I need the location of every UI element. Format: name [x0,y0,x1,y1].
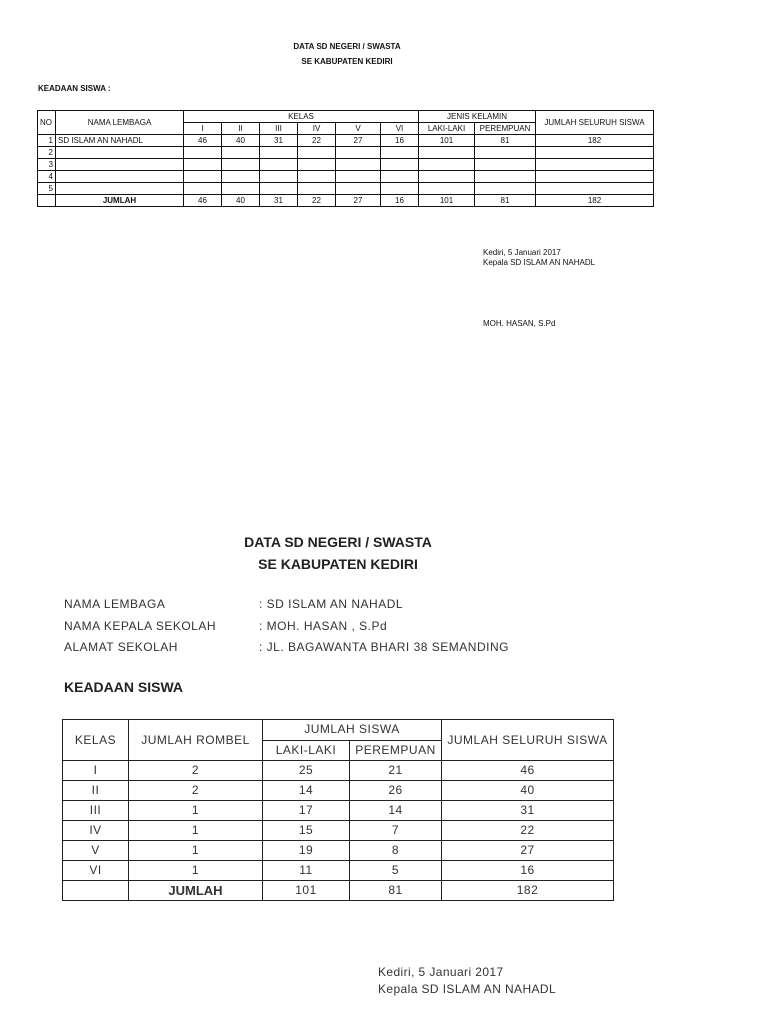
table-row [38,159,654,171]
jumlah-kelas-iii: 31 [260,195,298,207]
doc2-info-value-kepala-sekolah: : MOH. HASAN , S.Pd [259,619,388,633]
row-laki [419,183,475,195]
row-total: 16 [442,861,614,881]
doc2-student-table [62,719,614,901]
doc2-info-label-nama-lembaga: NAMA LEMBAGA [64,597,166,611]
row-kelas-iii: 31 [260,135,298,147]
doc2-info-value-alamat: : JL. BAGAWANTA BHARI 38 SEMANDING [259,640,509,654]
doc1-signature-name: MOH. HASAN, S.Pd [483,319,556,328]
row-kelas-iii [260,171,298,183]
row-laki: 14 [263,781,350,801]
row-nama [56,171,184,183]
doc1-header-no: NO [38,111,56,135]
doc2-info-label-alamat: ALAMAT SEKOLAH [64,640,178,654]
row-perempuan: 8 [350,841,442,861]
row-rombel: 2 [129,761,263,781]
row-kelas: III [63,801,129,821]
table-row [63,841,614,861]
row-kelas-i: 46 [184,135,222,147]
row-kelas-ii: 40 [222,135,260,147]
row-kelas: II [63,781,129,801]
row-kelas-v: 27 [336,135,381,147]
row-total: 46 [442,761,614,781]
doc1-header-jumlah-seluruh: JUMLAH SELURUH SISWA [536,111,654,135]
row-kelas-iii [260,147,298,159]
row-rombel: 1 [129,801,263,821]
row-kelas-i [184,171,222,183]
row-perempuan: 21 [350,761,442,781]
doc2-info-label-kepala-sekolah: NAMA KEPALA SEKOLAH [64,619,217,633]
row-kelas-iv [298,171,336,183]
row-perempuan: 81 [475,135,536,147]
row-nama [56,147,184,159]
table-row [38,183,654,195]
doc1-header-perempuan: PEREMPUAN [475,123,536,135]
row-total [536,183,654,195]
doc2-header-perempuan: PEREMPUAN [350,740,442,761]
doc1-header-kelas-iii: III [260,123,298,135]
row-total: 27 [442,841,614,861]
row-laki [419,159,475,171]
row-laki [419,147,475,159]
jumlah-kelas-vi: 16 [381,195,419,207]
row-kelas-iv [298,147,336,159]
row-rombel: 1 [129,861,263,881]
row-perempuan [475,159,536,171]
row-kelas-i [184,159,222,171]
row-no: 5 [38,183,56,195]
row-kelas-v [336,171,381,183]
doc1-header-kelas: KELAS [184,111,419,123]
doc1-signature-place-date: Kediri, 5 Januari 2017 [483,248,561,257]
table-row [63,861,614,881]
row-kelas-iv: 22 [298,135,336,147]
doc1-signature-role: Kepala SD ISLAM AN NAHADL [483,258,596,267]
row-laki: 11 [263,861,350,881]
row-perempuan: 26 [350,781,442,801]
row-kelas-iv [298,183,336,195]
row-kelas-iii [260,159,298,171]
table-row [38,147,654,159]
row-total: 22 [442,821,614,841]
row-total: 31 [442,801,614,821]
row-kelas-v [336,147,381,159]
row-kelas: VI [63,861,129,881]
doc1-header-kelas-vi: VI [381,123,419,135]
row-kelas-v [336,183,381,195]
row-laki: 17 [263,801,350,821]
doc1-header-kelas-v: V [336,123,381,135]
row-kelas: IV [63,821,129,841]
row-laki: 101 [419,135,475,147]
row-kelas-iii [260,183,298,195]
jumlah-kelas-ii: 40 [222,195,260,207]
row-laki: 19 [263,841,350,861]
doc1-header-kelas-i: I [184,123,222,135]
row-kelas-i [184,183,222,195]
row-perempuan [475,147,536,159]
row-laki: 25 [263,761,350,781]
jumlah-label: JUMLAH [129,881,263,901]
row-no: 4 [38,171,56,183]
row-total [536,171,654,183]
row-kelas-vi [381,147,419,159]
doc2-header-kelas: KELAS [63,720,129,761]
table-row [63,821,614,841]
doc2-header-laki: LAKI-LAKI [263,740,350,761]
row-nama [56,183,184,195]
jumlah-total: 182 [442,881,614,901]
row-kelas-v [336,159,381,171]
row-no: 1 [38,135,56,147]
row-total [536,147,654,159]
row-kelas-ii [222,183,260,195]
row-kelas-i [184,147,222,159]
row-perempuan: 14 [350,801,442,821]
row-kelas-vi [381,159,419,171]
row-perempuan: 7 [350,821,442,841]
doc1-header-nama-lembaga: NAMA LEMBAGA [56,111,184,135]
doc1-title-line2: SE KABUPATEN KEDIRI [301,57,393,66]
jumlah-no [38,195,56,207]
jumlah-perempuan: 81 [475,195,536,207]
row-perempuan [475,171,536,183]
row-rombel: 1 [129,821,263,841]
jumlah-kelas-i: 46 [184,195,222,207]
doc1-header-jenis-kelamin: JENIS KELAMIN [419,111,536,123]
row-kelas-ii [222,159,260,171]
row-no: 3 [38,159,56,171]
jumlah-kelas-v: 27 [336,195,381,207]
table-row [63,761,614,781]
doc2-title-line1: DATA SD NEGERI / SWASTA [244,534,432,550]
doc1-header-row [38,111,654,123]
doc2-header-jumlah-rombel: JUMLAH ROMBEL [129,720,263,761]
doc2-header-jumlah-seluruh: JUMLAH SELURUH SISWA [442,720,614,761]
table-row [38,135,654,147]
row-total: 182 [536,135,654,147]
jumlah-laki: 101 [263,881,350,901]
doc2-signature-role: Kepala SD ISLAM AN NAHADL [378,982,557,996]
table-row [38,171,654,183]
jumlah-laki: 101 [419,195,475,207]
doc1-section-label: KEADAAN SISWA : [38,84,111,93]
doc1-header-kelas-iv: IV [298,123,336,135]
row-kelas-ii [222,147,260,159]
row-kelas: V [63,841,129,861]
row-rombel: 2 [129,781,263,801]
row-kelas-vi [381,183,419,195]
doc2-header-row [63,720,614,741]
doc2-header-jumlah-siswa: JUMLAH SISWA [263,720,442,741]
doc2-jumlah-row [63,881,614,901]
row-kelas-ii [222,171,260,183]
jumlah-label: JUMLAH [56,195,184,207]
row-rombel: 1 [129,841,263,861]
row-nama: SD ISLAM AN NAHADL [56,135,184,147]
row-nama [56,159,184,171]
row-total: 40 [442,781,614,801]
doc1-header-laki: LAKI-LAKI [419,123,475,135]
doc1-header-kelas-ii: II [222,123,260,135]
doc1-student-table [37,110,654,207]
jumlah-kelas [63,881,129,901]
doc2-title-line2: SE KABUPATEN KEDIRI [258,556,418,572]
doc2-signature-place-date: Kediri, 5 Januari 2017 [378,965,504,979]
row-perempuan [475,183,536,195]
table-row [63,781,614,801]
doc2-section-label: KEADAAN SISWA [64,679,184,695]
row-laki: 15 [263,821,350,841]
row-kelas-vi [381,171,419,183]
jumlah-perempuan: 81 [350,881,442,901]
jumlah-total: 182 [536,195,654,207]
row-perempuan: 5 [350,861,442,881]
doc1-title-line1: DATA SD NEGERI / SWASTA [293,42,401,51]
doc1-jumlah-row [38,195,654,207]
table-row [63,801,614,821]
row-total [536,159,654,171]
row-no: 2 [38,147,56,159]
row-kelas-iv [298,159,336,171]
row-kelas: I [63,761,129,781]
doc2-info-value-nama-lembaga: : SD ISLAM AN NAHADL [259,597,404,611]
row-kelas-vi: 16 [381,135,419,147]
jumlah-kelas-iv: 22 [298,195,336,207]
row-laki [419,171,475,183]
